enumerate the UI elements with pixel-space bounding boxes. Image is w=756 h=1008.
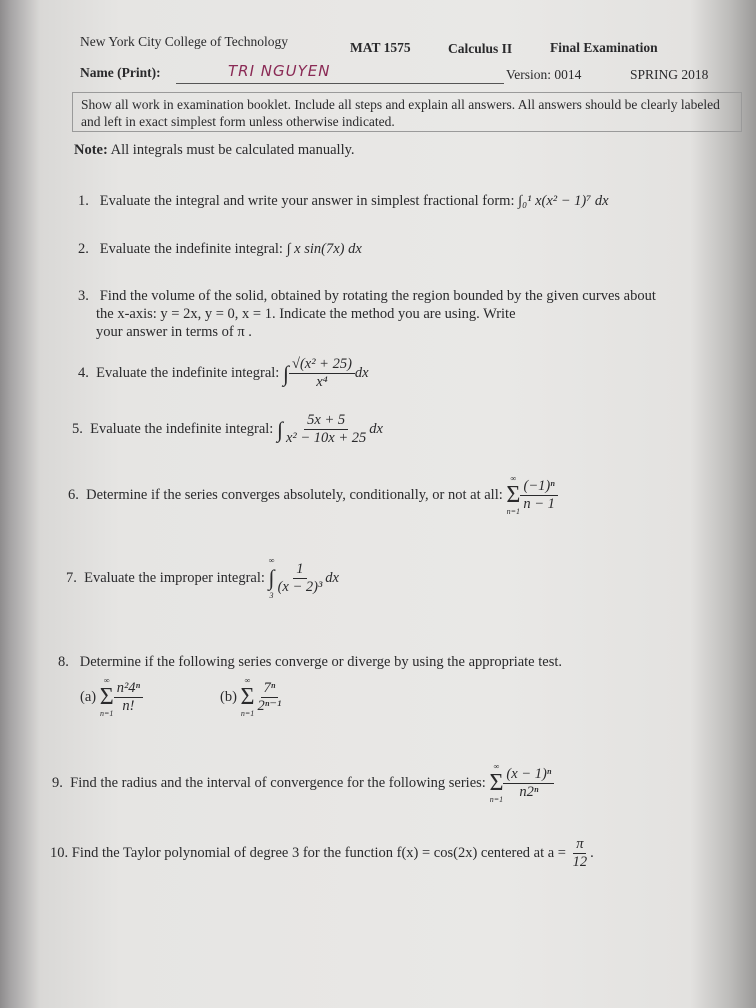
question-2 <box>78 241 362 258</box>
term: SPRING 2018 <box>630 67 709 82</box>
question-text: Find the Taylor polynomial of degree 3 for the function f(x) = cos(2x) centered at a = <box>71 845 566 861</box>
integral-sign: ∫ <box>268 565 275 590</box>
question-text: Evaluate the indefinite integral: <box>96 365 280 381</box>
integral-sign: ∫ <box>282 360 289 386</box>
numerator: π <box>573 836 586 854</box>
question-text: Evaluate the integral and write your answer in simplest fractional form: <box>99 193 515 209</box>
numerator: 1 <box>293 561 306 579</box>
question-text: Evaluate the improper integral: <box>84 569 265 586</box>
numerator: (x − 1)ⁿ <box>503 766 554 784</box>
term-fraction <box>503 766 554 801</box>
question-6 <box>68 474 558 516</box>
handwritten-name: TRI NGUYEN <box>228 62 331 80</box>
note <box>74 142 355 159</box>
sigma-symbol: Σ <box>240 684 255 710</box>
numerator: n²4ⁿ <box>114 680 143 698</box>
integral-upper-limit: ∞ <box>268 556 275 565</box>
question-number: 6. <box>68 486 79 503</box>
summation <box>241 676 255 718</box>
denominator: 2ⁿ⁻¹ <box>257 697 282 714</box>
question-number: 3. <box>78 288 89 304</box>
denominator: (x − 2)³ <box>277 578 323 595</box>
version: Version: 0014 <box>506 67 582 82</box>
question-number: 7. <box>66 569 77 586</box>
differential: dx <box>369 421 383 437</box>
question-text: Determine if the following series converge or diverge by using the appropriate test. <box>79 654 563 670</box>
question-5 <box>72 412 383 447</box>
sum-lower-limit: n=1 <box>489 795 504 804</box>
sigma-symbol: Σ <box>99 684 114 710</box>
question-8b <box>220 676 284 718</box>
question-text-line3: your answer in terms of π . <box>96 324 252 340</box>
question-8a <box>80 676 143 718</box>
question-text: Evaluate the indefinite integral: <box>90 421 274 437</box>
question-text-line2: the x-axis: y = 2x, y = 0, x = 1. Indicate the method you are using. Write <box>96 306 516 322</box>
term-fraction <box>255 680 285 715</box>
integrand-fraction <box>283 412 369 447</box>
name-label: Name (Print): <box>80 65 161 80</box>
question-3 <box>78 287 656 341</box>
summation <box>506 474 520 516</box>
center-fraction <box>570 836 591 871</box>
note-text: All integrals must be calculated manually. <box>110 142 355 158</box>
question-10 <box>50 836 594 871</box>
question-math: ∫₀¹ x(x² − 1)⁷ dx <box>518 193 609 209</box>
question-9 <box>52 762 554 804</box>
denominator: n2ⁿ <box>519 783 539 800</box>
numerator: 7ⁿ <box>261 680 279 698</box>
question-4 <box>78 356 369 391</box>
numerator: (−1)ⁿ <box>520 478 557 496</box>
question-text: Find the radius and the interval of convergence for the following series: <box>70 774 486 791</box>
integrand-fraction <box>289 356 355 391</box>
question-text: Evaluate the indefinite integral: <box>99 241 283 257</box>
name-underline <box>176 83 504 84</box>
instructions-box: Show all work in examination booklet. Include all steps and explain all answers. All answers should be clearly labeled and left in exact simplest form unless otherwise indicated. <box>72 92 742 132</box>
question-7 <box>66 556 339 600</box>
summation <box>489 762 503 804</box>
question-number: 5. <box>72 421 83 437</box>
numerator: 5x + 5 <box>304 412 348 430</box>
question-number: 2. <box>78 241 89 257</box>
term-fraction <box>520 478 558 513</box>
part-label: (b) <box>220 688 237 705</box>
summation <box>100 676 114 718</box>
course-name: Calculus II <box>448 41 513 56</box>
question-number: 9. <box>52 774 63 791</box>
numerator: √(x² + 25) <box>289 356 355 374</box>
sigma-symbol: Σ <box>506 482 521 508</box>
denominator: x⁴ <box>316 374 328 390</box>
sigma-symbol: Σ <box>489 770 504 796</box>
part-label: (a) <box>80 688 97 705</box>
question-text: Find the volume of the solid, obtained by rotating the region bounded by the given curves about <box>99 288 656 304</box>
differential: dx <box>354 365 369 381</box>
integral-lower-limit: 3 <box>269 591 274 600</box>
exam-sheet <box>38 0 728 1008</box>
sum-upper-limit: ∞ <box>510 474 517 483</box>
differential: dx <box>325 569 339 586</box>
sum-lower-limit: n=1 <box>240 709 255 718</box>
question-1 <box>78 193 609 210</box>
sum-upper-limit: ∞ <box>493 762 500 771</box>
trailing-period: . <box>590 845 594 861</box>
denominator: x² − 10x + 25 <box>285 430 367 446</box>
term-fraction <box>114 680 143 715</box>
integral-sign: ∫ <box>276 416 283 442</box>
denominator: 12 <box>572 854 588 870</box>
exam-title: Final Examination <box>550 40 658 55</box>
college-name: New York City College of Technology <box>80 34 289 49</box>
question-number: 1. <box>78 193 89 209</box>
question-text: Determine if the series converges absolutely, conditionally, or not at all: <box>86 486 503 503</box>
sum-lower-limit: n=1 <box>506 507 521 516</box>
denominator: n − 1 <box>523 495 555 512</box>
course-code: MAT 1575 <box>350 40 411 55</box>
sum-lower-limit: n=1 <box>100 709 114 718</box>
note-label: Note: <box>74 142 108 158</box>
question-math: ∫ x sin(7x) dx <box>286 241 362 257</box>
integrand-fraction <box>275 561 326 596</box>
sum-upper-limit: ∞ <box>244 676 251 685</box>
question-8 <box>58 654 562 671</box>
question-number: 10. <box>50 845 69 861</box>
sum-upper-limit: ∞ <box>103 676 110 685</box>
denominator: n! <box>122 697 135 714</box>
question-number: 4. <box>78 365 89 381</box>
question-number: 8. <box>58 654 69 670</box>
